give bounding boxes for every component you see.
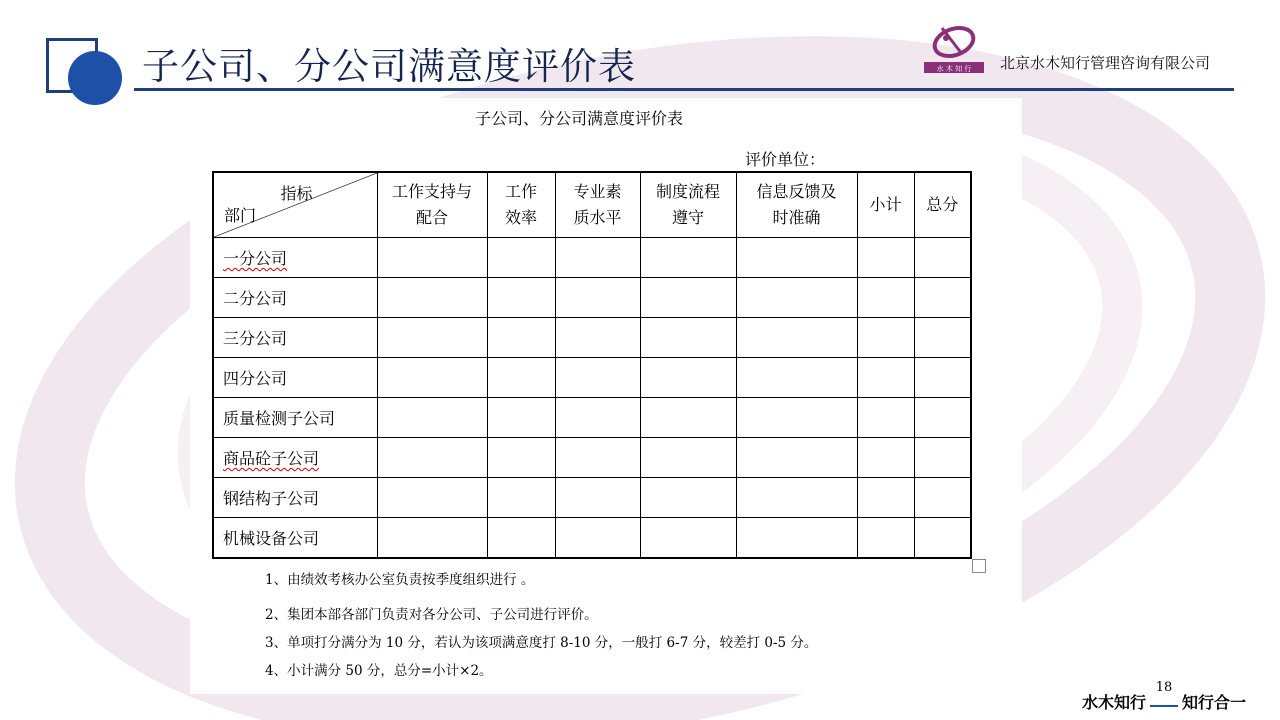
table-row [213,518,971,559]
table-row [213,478,971,518]
company-logo [922,22,986,74]
total-cell[interactable] [914,398,971,438]
column-header: 制度流程 遵守 [640,172,736,238]
footer-slogan-right: 知行合一 [1182,693,1247,712]
score-cell[interactable] [736,518,857,559]
score-cell[interactable] [487,278,555,318]
department-label: 部门 [224,206,257,225]
subtotal-cell[interactable] [857,358,914,398]
score-cell[interactable] [555,398,640,438]
row-label: 钢结构子公司 [213,478,377,518]
total-cell[interactable] [914,278,971,318]
total-cell[interactable] [914,238,971,278]
total-cell[interactable] [914,478,971,518]
score-cell[interactable] [555,478,640,518]
score-cell[interactable] [736,398,857,438]
total-cell[interactable] [914,358,971,398]
score-cell[interactable] [736,238,857,278]
score-cell[interactable] [487,518,555,559]
score-cell[interactable] [377,478,487,518]
score-cell[interactable] [377,278,487,318]
score-cell[interactable] [640,398,736,438]
row-label: 三分公司 [213,318,377,358]
score-cell[interactable] [377,398,487,438]
column-header: 工作 效率 [487,172,555,238]
indicator-label: 指标 [280,184,313,203]
score-cell[interactable] [377,318,487,358]
score-cell[interactable] [487,478,555,518]
score-cell[interactable] [736,478,857,518]
score-cell[interactable] [640,438,736,478]
score-cell[interactable] [487,398,555,438]
subtotal-cell[interactable] [857,478,914,518]
table-row [213,318,971,358]
row-label: 质量检测子公司 [213,398,377,438]
column-header: 专业素 质水平 [555,172,640,238]
row-label: 二分公司 [213,278,377,318]
subtotal-cell[interactable] [857,518,914,559]
row-label: 四分公司 [213,358,377,398]
score-cell[interactable] [555,318,640,358]
score-cell[interactable] [640,478,736,518]
table-row [213,238,971,278]
score-cell[interactable] [377,518,487,559]
row-label: 一分公司 [213,238,377,278]
company-name: 北京水木知行管理咨询有限公司 [1000,54,1211,72]
score-cell[interactable] [640,318,736,358]
column-header-subtotal: 小计 [857,172,914,238]
table-row [213,398,971,438]
score-cell[interactable] [487,318,555,358]
subtotal-cell[interactable] [857,238,914,278]
table-row [213,358,971,398]
score-cell[interactable] [377,238,487,278]
column-header-total: 总分 [914,172,971,238]
subtotal-cell[interactable] [857,278,914,318]
score-cell[interactable] [736,318,857,358]
row-label: 商品砼子公司 [213,438,377,478]
column-header: 信息反馈及 时准确 [736,172,857,238]
score-cell[interactable] [640,518,736,559]
footer-slogan-left: 水木知行 [1082,693,1147,712]
page-number: 18 [1150,680,1178,707]
note-item: 2、集团本部各部门负责对各分公司、子公司进行评价。 [265,607,598,623]
satisfaction-table [212,171,972,559]
score-cell[interactable] [736,438,857,478]
total-cell[interactable] [914,438,971,478]
score-cell[interactable] [640,358,736,398]
score-cell[interactable] [555,438,640,478]
score-cell[interactable] [555,358,640,398]
score-cell[interactable] [555,238,640,278]
score-cell[interactable] [640,278,736,318]
logo-text: 水 木 知 行 [936,65,972,73]
subtotal-cell[interactable] [857,398,914,438]
row-label: 机械设备公司 [213,518,377,559]
column-header: 工作支持与 配合 [377,172,487,238]
subtotal-cell[interactable] [857,438,914,478]
score-cell[interactable] [736,358,857,398]
table-row [213,438,971,478]
document-title: 子公司、分公司满意度评价表 [475,109,684,128]
header-divider [134,88,1234,91]
score-cell[interactable] [555,518,640,559]
page-title: 子公司、分公司满意度评价表 [142,45,636,88]
table-header-row [213,172,971,238]
score-cell[interactable] [377,438,487,478]
score-cell[interactable] [487,438,555,478]
table-row [213,278,971,318]
header-corner-circle [68,51,122,105]
corner-header-cell [213,172,377,238]
total-cell[interactable] [914,518,971,559]
subtotal-cell[interactable] [857,318,914,358]
note-item: 3、单项打分满分为 10 分，若认为该项满意度打 8-10 分，一般打 6-7 分，较差打 0-5 分。 [265,635,818,651]
note-item: 1、由绩效考核办公室负责按季度组织进行 。 [265,572,535,588]
note-item: 4、小计满分 50 分，总分=小计×2。 [265,663,493,679]
anchor-checkbox[interactable] [972,559,986,573]
total-cell[interactable] [914,318,971,358]
score-cell[interactable] [555,278,640,318]
score-cell[interactable] [487,238,555,278]
score-cell[interactable] [377,358,487,398]
evaluation-unit-label: 评价单位： [745,150,826,169]
score-cell[interactable] [640,238,736,278]
score-cell[interactable] [487,358,555,398]
score-cell[interactable] [736,278,857,318]
